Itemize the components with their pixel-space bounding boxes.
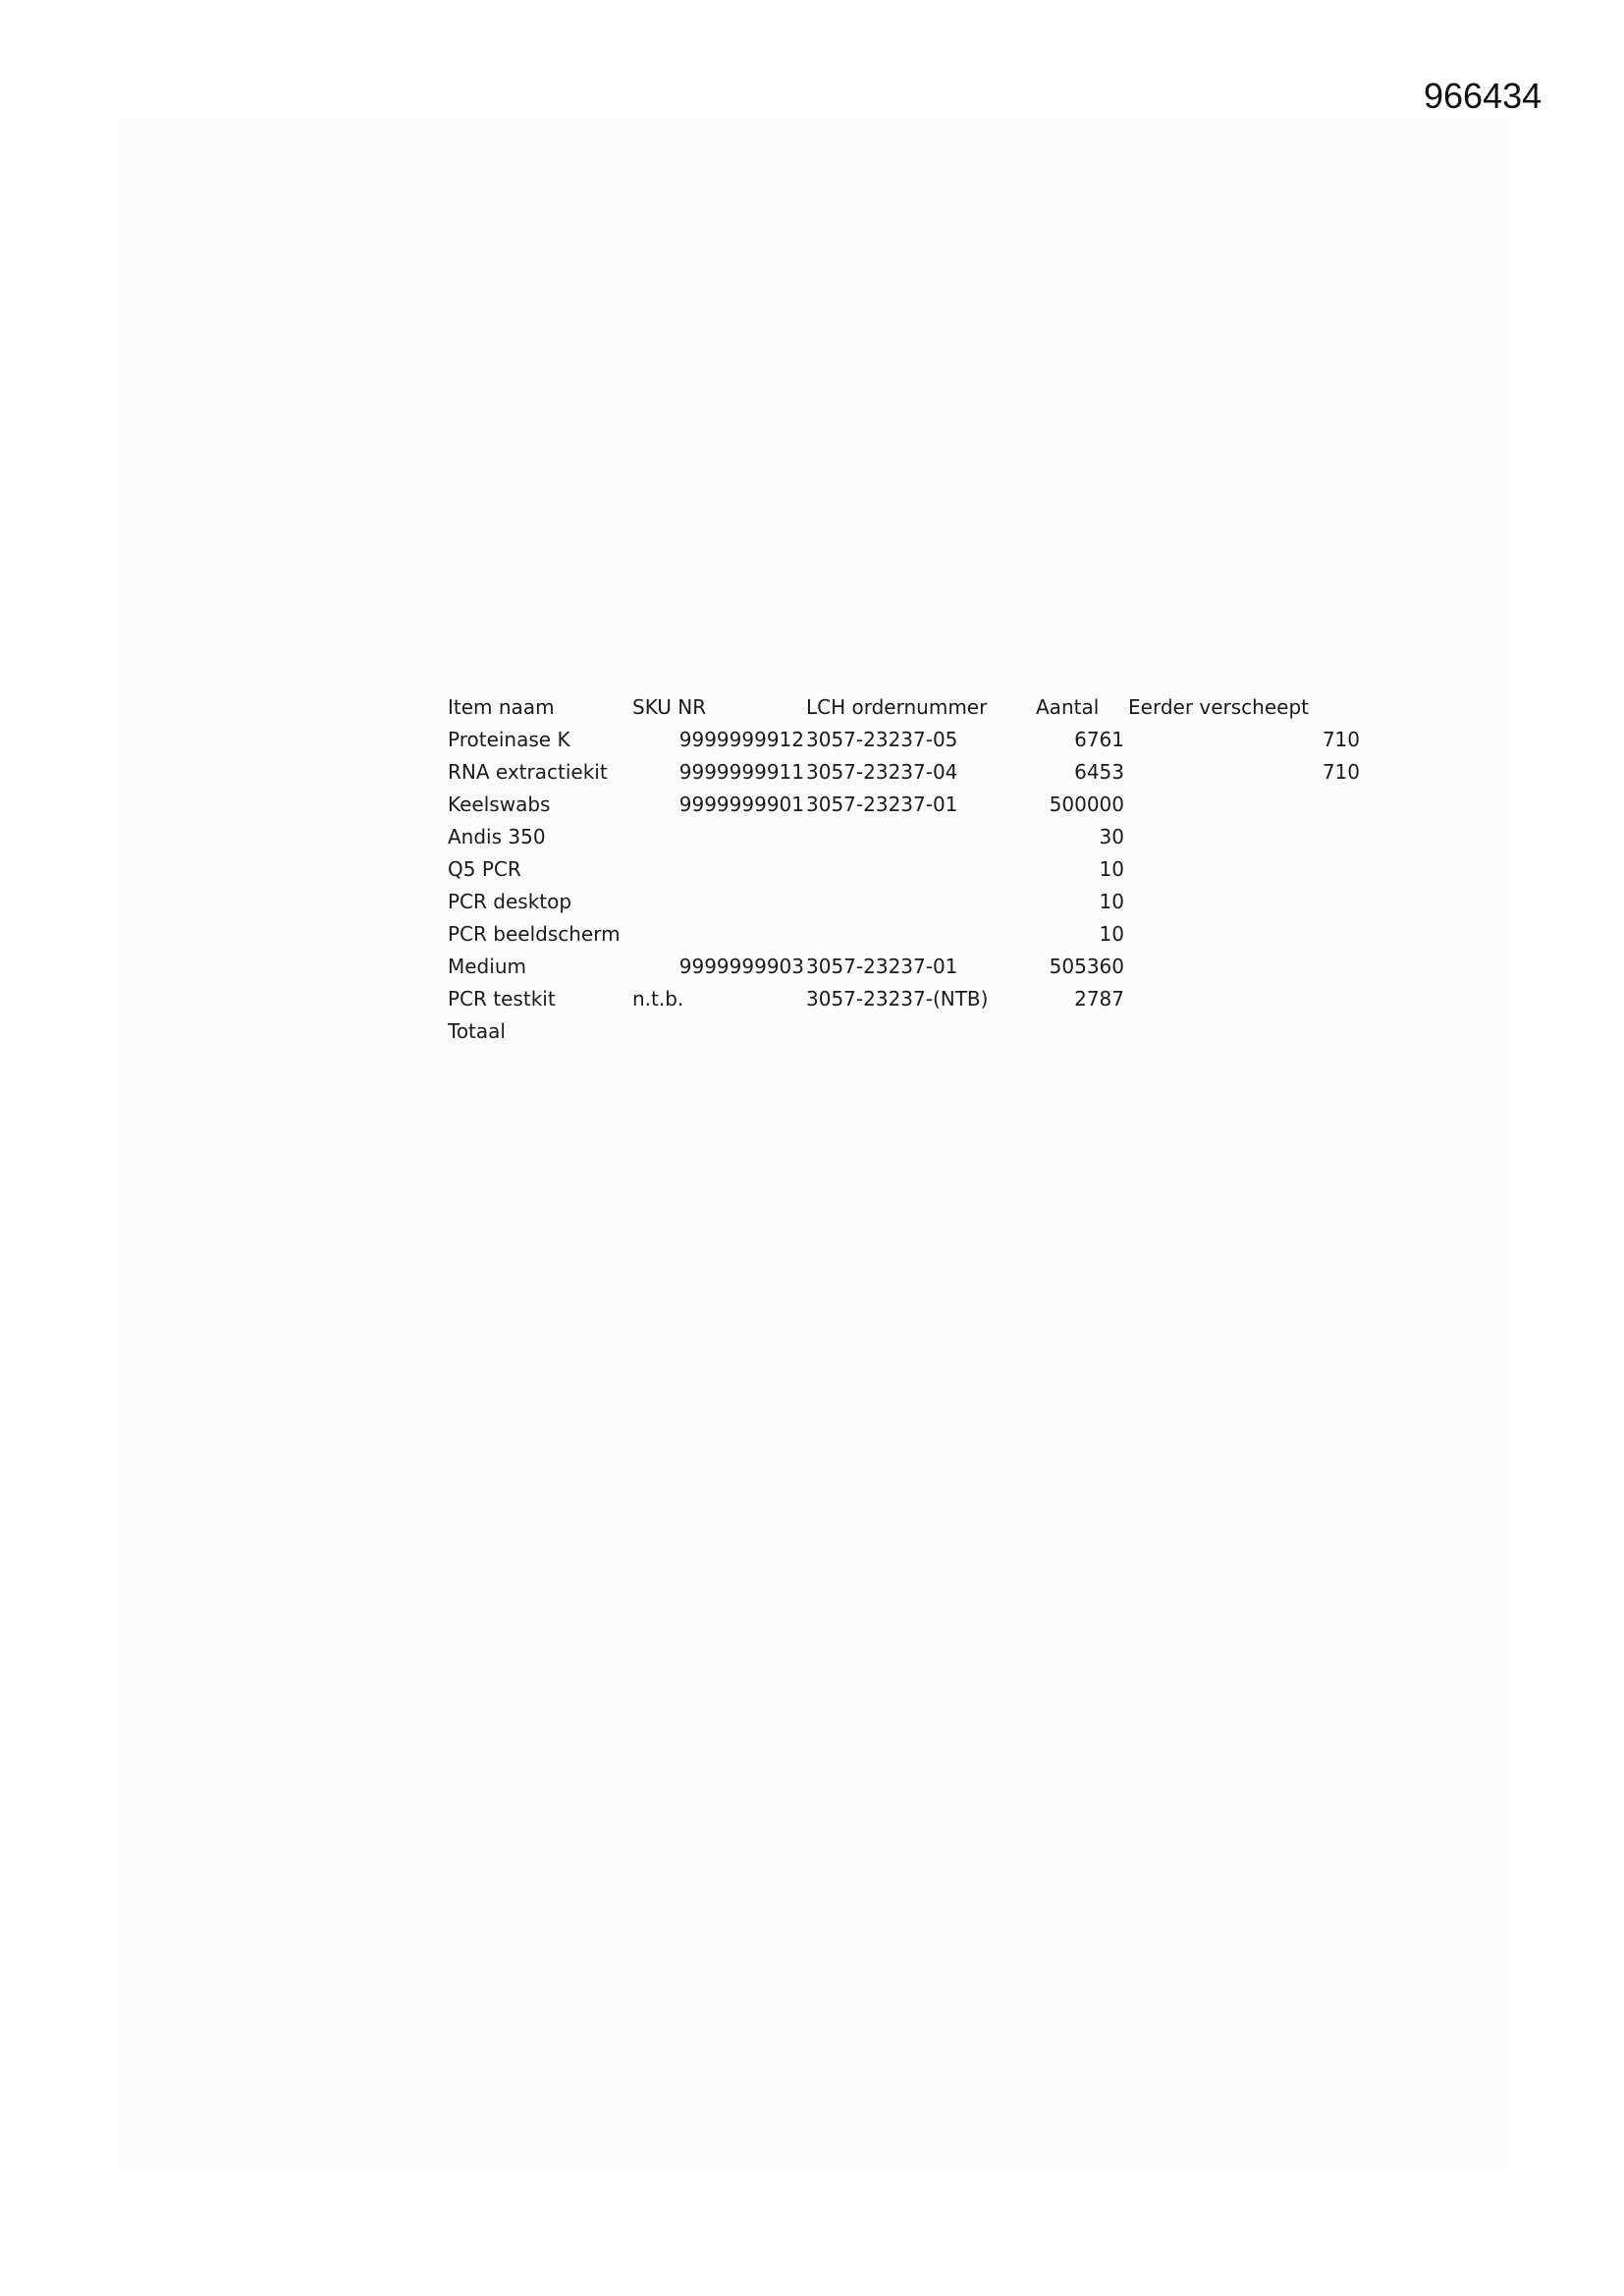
- cell-item: Proteinase K: [448, 728, 570, 751]
- table-row: [448, 789, 1360, 821]
- cell-sku: 9999999912: [678, 728, 804, 751]
- table-row: [448, 756, 1360, 789]
- cell-lch: 3057-23237-01: [806, 793, 958, 816]
- cell-item: Medium: [448, 955, 526, 978]
- cell-sku: n.t.b.: [632, 987, 684, 1011]
- header-lch-ordernummer: LCH ordernummer: [806, 695, 988, 719]
- cell-lch: [804, 1015, 1036, 1048]
- cell-aantal: 505360: [1049, 955, 1124, 978]
- cell-aantal: 6453: [1074, 760, 1124, 784]
- cell-sku: 9999999911: [678, 760, 804, 784]
- cell-lch: [804, 821, 1036, 853]
- cell-eerder: [1124, 1015, 1360, 1048]
- cell-eerder: [1124, 951, 1360, 983]
- cell-eerder: [1124, 789, 1360, 821]
- cell-eerder: [1124, 983, 1360, 1015]
- cell-eerder: [1124, 853, 1360, 886]
- table-row: [448, 951, 1360, 983]
- cell-eerder: 710: [1322, 760, 1360, 784]
- cell-item: Andis 350: [448, 825, 546, 848]
- page-background: [118, 118, 1512, 2170]
- cell-aantal: 10: [1099, 922, 1124, 946]
- cell-aantal: 6761: [1074, 728, 1124, 751]
- cell-item: PCR beeldscherm: [448, 922, 621, 946]
- cell-item: Q5 PCR: [448, 857, 521, 881]
- cell-sku: [632, 1015, 804, 1048]
- table-row: [448, 821, 1360, 853]
- cell-item: PCR desktop: [448, 890, 572, 913]
- cell-sku: [632, 918, 804, 951]
- cell-lch: 3057-23237-01: [806, 955, 958, 978]
- cell-item: PCR testkit: [448, 987, 556, 1011]
- table-row: [448, 886, 1360, 918]
- table-row: [448, 983, 1360, 1015]
- cell-sku: 9999999903: [678, 955, 804, 978]
- table-row: [448, 724, 1360, 756]
- cell-aantal: 500000: [1049, 793, 1124, 816]
- cell-eerder: [1124, 821, 1360, 853]
- table-row: [448, 853, 1360, 886]
- cell-eerder: [1124, 918, 1360, 951]
- cell-sku: 9999999901: [678, 793, 804, 816]
- cell-aantal: 10: [1099, 890, 1124, 913]
- cell-lch: 3057-23237-(NTB): [806, 987, 989, 1011]
- table-row: [448, 918, 1360, 951]
- cell-sku: [632, 821, 804, 853]
- order-table: [448, 691, 1360, 1048]
- cell-sku: [632, 853, 804, 886]
- cell-lch: 3057-23237-05: [806, 728, 958, 751]
- cell-lch: 3057-23237-04: [806, 760, 958, 784]
- cell-lch: [804, 853, 1036, 886]
- cell-lch: [804, 918, 1036, 951]
- cell-aantal: 30: [1099, 825, 1124, 848]
- header-row: [448, 691, 1360, 724]
- cell-item: RNA extractiekit: [448, 760, 608, 784]
- cell-item: Keelswabs: [448, 793, 551, 816]
- header-sku-nr: SKU NR: [632, 695, 707, 719]
- cell-aantal: 10: [1099, 857, 1124, 881]
- cell-lch: [804, 886, 1036, 918]
- header-aantal: Aantal: [1036, 695, 1100, 719]
- cell-eerder: 710: [1322, 728, 1360, 751]
- header-eerder-verscheept: Eerder verscheept: [1128, 695, 1309, 719]
- total-row: [448, 1015, 1360, 1048]
- cell-aantal: 2787: [1074, 987, 1124, 1011]
- spreadsheet-table: [448, 691, 1360, 1048]
- cell-aantal: [1036, 1015, 1124, 1048]
- total-label: Totaal: [448, 1019, 506, 1043]
- header-item-naam: Item naam: [448, 695, 555, 719]
- cell-sku: [632, 886, 804, 918]
- cell-eerder: [1124, 886, 1360, 918]
- document-number: 966434: [1424, 76, 1543, 116]
